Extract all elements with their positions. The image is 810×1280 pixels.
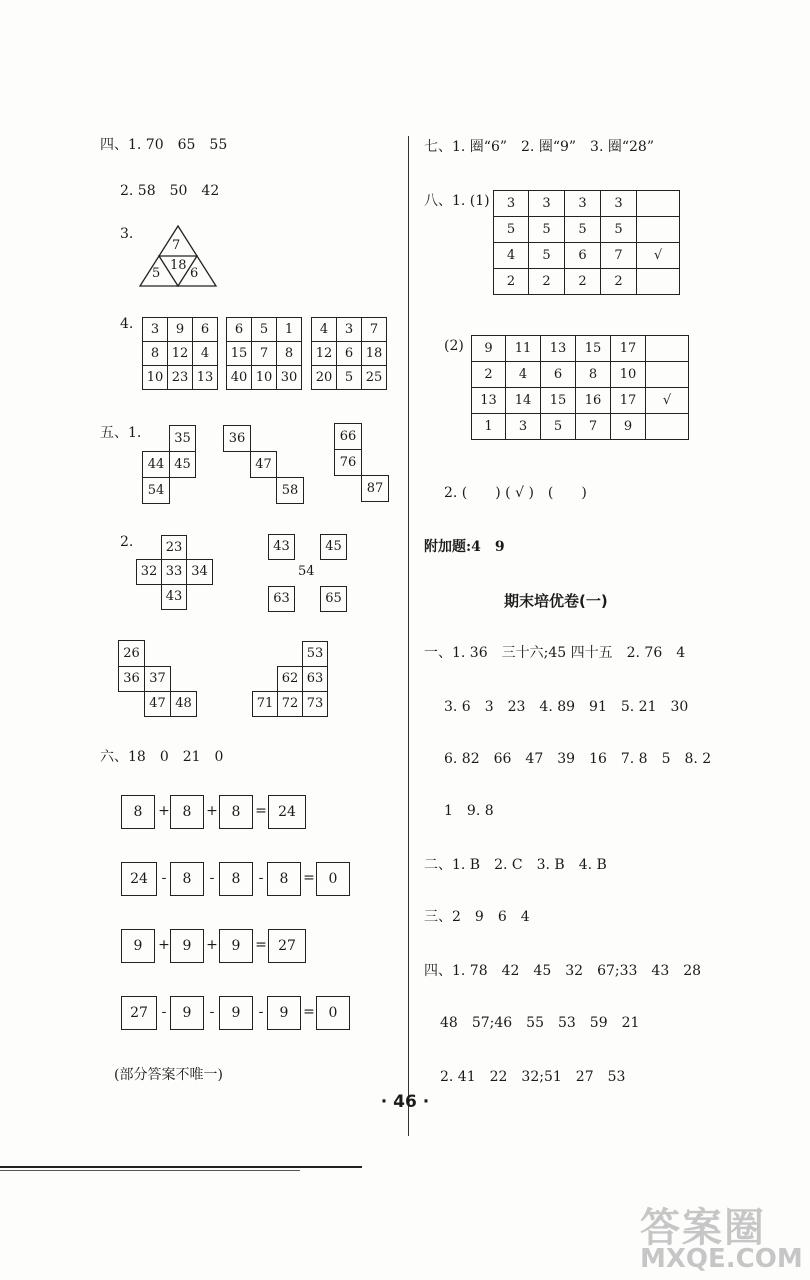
eq2-op: - [209,870,215,886]
number-triangle [138,224,218,290]
eq3-eq: = [255,937,267,953]
xshapeB-cell: 65 [320,586,347,612]
xshapeB-cell: 63 [268,586,295,612]
eq4-op: - [258,1004,264,1020]
right-s8-q2: 2. ( ) ( √ ) ( ) [444,485,587,501]
footer-rule-thin [0,1170,300,1171]
eq1-op: + [206,803,218,819]
right-s8-label: 八、1. (1) [424,193,490,209]
stairA-cell: 37 [144,666,171,692]
left-s4-3-label: 3. [120,226,134,242]
right-line-8: 48 57;46 55 53 59 21 [440,1015,640,1031]
column-divider [408,136,409,1136]
eq4-eq: = [303,1004,315,1020]
eq4-op: - [209,1004,215,1020]
eq3-op: + [206,937,218,953]
grid-1: 3 9 6 8 12 4 10 23 13 [142,317,218,390]
shapeB-cell: 47 [250,451,277,478]
eq3-box: 9 [219,929,253,963]
right-line-6: 三、2 9 6 4 [424,909,530,925]
shapeA-cell: 54 [142,477,170,504]
answer-note: (部分答案不唯一) [114,1067,223,1083]
eq2-eq: = [303,870,315,886]
right-s8-2-label: (2) [444,338,464,354]
bonus-question: 附加题:4 9 [424,539,505,555]
stairA-cell: 36 [118,666,145,692]
eq1-eq: = [255,803,267,819]
eq4-result: 0 [316,996,350,1030]
table-1: 3 3 3 3 5 5 5 5 4 5 6 7 √ 2 2 2 2 [493,190,680,295]
right-line-4: 1 9. 8 [444,803,494,819]
watermark-logo: 答案圈 [640,1205,766,1251]
crossA-cell: 43 [161,584,187,610]
shapeC-cell: 76 [334,449,362,476]
stairB-cell: 71 [252,691,278,717]
shapeC-cell: 66 [334,423,362,450]
right-line-3: 6. 82 66 47 39 16 7. 8 5 8. 2 [444,751,712,767]
eq1-box: 8 [219,795,253,829]
right-line-1: 一、1. 36 三十六;45 四十五 2. 76 4 [424,645,686,661]
eq2-box: 8 [267,862,301,896]
eq4-box: 27 [121,996,157,1030]
left-s4-4-label: 4. [120,316,134,332]
eq2-box: 24 [121,862,157,896]
stairA-cell: 47 [144,691,171,717]
triangle-right: 6 [190,266,199,281]
left-s4-line1: 四、1. 70 65 55 [100,137,228,153]
left-s5-2-label: 2. [120,534,134,550]
eq1-box: 8 [121,795,155,829]
shapeA-cell: 44 [142,451,170,478]
shapeB-cell: 58 [276,477,304,504]
footer-rule [0,1166,362,1168]
eq2-box: 8 [170,862,204,896]
eq3-box: 9 [121,929,155,963]
left-s5-label: 五、1. [100,425,142,441]
eq4-box: 9 [170,996,204,1030]
xshapeB-center: 54 [298,564,315,579]
stairA-cell: 48 [170,691,197,717]
eq1-op: + [158,803,170,819]
left-s4-line2: 2. 58 50 42 [120,183,220,199]
eq1-result: 24 [268,795,306,829]
crossA-cell: 33 [161,559,187,585]
crossA-cell: 32 [136,559,162,585]
eq4-box: 9 [267,996,301,1030]
right-s7: 七、1. 圈“6” 2. 圈“9” 3. 圈“28” [424,139,654,155]
watermark-url: MXQE.COM [640,1244,803,1274]
eq2-op: - [161,870,167,886]
right-line-9: 2. 41 22 32;51 27 53 [440,1069,626,1085]
stairB-cell: 73 [302,691,328,717]
stairB-cell: 63 [302,666,328,692]
stairB-cell: 62 [277,666,303,692]
table-2: 9 11 13 15 17 2 4 6 8 10 13 14 15 16 17 √ 1 3 5 7 9 [471,335,689,440]
crossA-cell: 34 [186,559,213,585]
eq3-box: 9 [170,929,204,963]
xshapeB-cell: 45 [320,534,347,560]
eq3-result: 27 [268,929,306,963]
crossA-cell: 23 [161,535,187,560]
right-line-5: 二、1. B 2. C 3. B 4. B [424,857,607,873]
shapeA-cell: 35 [169,425,196,452]
xshapeB-cell: 43 [268,534,295,560]
triangle-center: 18 [170,258,187,273]
stairB-cell: 72 [277,691,303,717]
section-heading: 期末培优卷(一) [504,592,608,610]
eq2-box: 8 [219,862,253,896]
shapeA-cell: 45 [169,451,196,478]
stairA-cell: 26 [118,640,145,667]
eq2-op: - [258,870,264,886]
eq4-box: 9 [219,996,253,1030]
triangle-left: 5 [152,266,161,281]
shapeC-cell: 87 [361,475,389,502]
shapeB-cell: 36 [223,425,251,452]
right-line-7: 四、1. 78 42 45 32 67;33 43 28 [424,963,702,979]
grid-3: 4 3 7 12 6 18 20 5 25 [311,317,387,390]
left-s6-label: 六、18 0 21 0 [100,749,224,765]
right-line-2: 3. 6 3 23 4. 89 91 5. 21 30 [444,699,689,715]
eq2-result: 0 [316,862,350,896]
triangle-top: 7 [172,238,181,253]
eq4-op: - [161,1004,167,1020]
page-number: · 46 · [380,1092,430,1112]
eq1-box: 8 [170,795,204,829]
eq3-op: + [158,937,170,953]
stairB-cell: 53 [302,641,328,667]
grid-2: 6 5 1 15 7 8 40 10 30 [226,317,302,390]
